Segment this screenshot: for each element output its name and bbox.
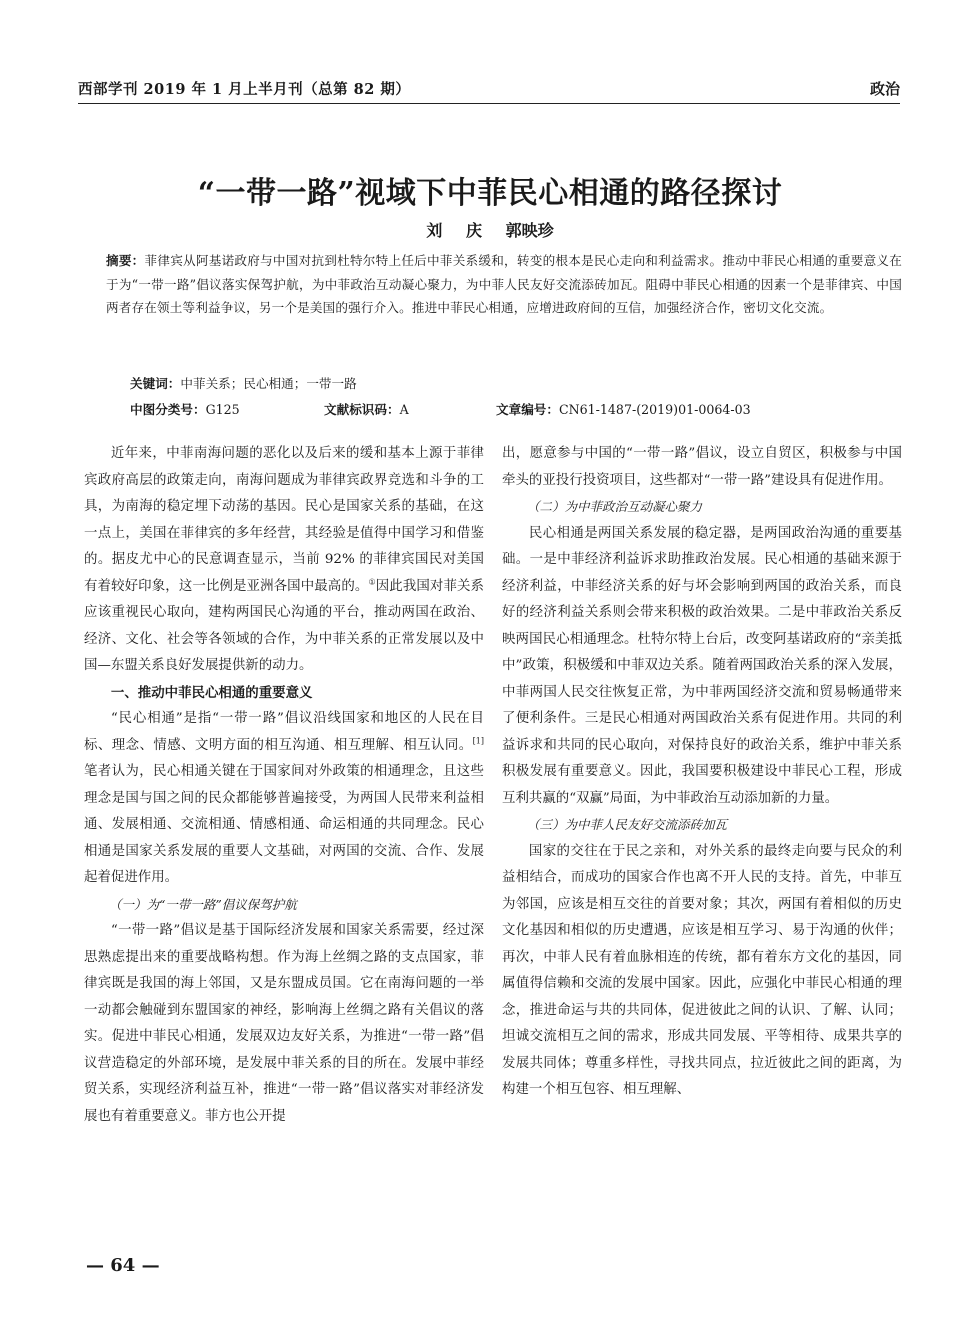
abstract-text: 菲律宾从阿基诺政府与中国对抗到杜特尔特上任后中菲关系缓和，转变的根本是民心走向和利益需求。推动中菲民心相通的重要意义在于为“一带一路”倡议落实保驾护航，为中菲政治互动凝心聚力，为中菲人民友好交流添砖加瓦。阻碍中菲民心相通的因素一个是菲律宾、中国两者存在领土等利益争议，另一个是美国的强行介入。推进中菲民心相通，应增进政府间的互信，加强经济合作，密切文化交流。 — [106, 253, 902, 316]
keywords-text: 中菲关系；民心相通；一带一路 — [180, 376, 357, 391]
article-authors: 刘 庆 郭映珍 — [426, 221, 554, 240]
clc-number — [130, 400, 240, 420]
paragraph: 民心相通是两国关系发展的稳定器，是两国政治沟通的重要基础。一是中菲经济利益诉求助推政治发展。民心相通的基础来源于经济利益，中菲经济关系的好与坏会影响到两国的政治关系，而良好的经济利益关系则会带来积极的政治效果。二是中菲政治关系反映两国民心相通理念。杜特尔特上台后，改变阿基诺政府的“亲美抵中”政策，积极缓和中菲双边关系。随着两国政治关系的深入发展，中菲两国人民交往恢复正常，为中菲两国经济交流和贸易畅通带来了便利条件。三是民心相通对两国政治关系有促进作用。共同的利益诉求和共同的民心取向，对保持良好的政治关系，维护中菲关系积极发展有重要意义。因此，我国要积极建设中菲民心工程，形成互利共赢的“双赢”局面，为中菲政治互动添加新的力量。 — [502, 525, 902, 806]
subsection-heading: （二）为中菲政治互动凝心聚力 — [527, 499, 703, 514]
paragraph: 国家的交往在于民之亲和，对外关系的最终走向要与民众的利益相结合，而成功的国家合作也离不开人民的支持。首先，中菲互为邻国，应该是相互交往的首要对象；其次，两国有着相似的历史文化基因和相似的历史遭遇，应该是相互学习、易于沟通的伙伴；再次，中菲人民有着血脉相连的传统，都有着东方文化的基因，同属值得信赖和交流的发展中国家。因此，应强化中菲民心相通的理念，推进命运与共的共同体，促进彼此之间的认识、了解、认同；坦诚交流相互之间的需求，形成共同发展、平等相待、成果共享的发展共同体；尊重多样性，寻找共同点，拉近彼此之间的距离，为构建一个相互包容、相互理解、 — [502, 843, 902, 1097]
running-header — [78, 78, 900, 100]
clc-value: G125 — [205, 402, 240, 417]
paragraph: 出，愿意参与中国的“一带一路”倡议，设立自贸区，积极参与中国牵头的亚投行投资项目，这些都对“一带一路”建设具有促进作用。 — [502, 446, 902, 488]
keywords-label: 关键词： — [130, 376, 181, 391]
paragraph-text: 笔者认为，民心相通关键在于国家间对外政策的相通理念，且这些理念是国与国之间的民众都能够普遍接受，为两国人民带来利益相通、发展相通、交流相通、情感相通、命运相通的共同理念。民心相通是国家关系发展的重要人文基础，对两国的交流、合作、发展起着促进作用。 — [84, 764, 484, 885]
paragraph-text: 因此我国对菲关系应该重视民心取向，建构两国民心沟通的平台，推动两国在政治、经济、文化、社会等各领域的合作，为中菲关系的正常发展以及中国—东盟关系良好发展提供新的动力。 — [84, 578, 484, 673]
section-name: 政治 — [869, 80, 900, 98]
article-number — [496, 400, 751, 420]
document-code-value: A — [399, 402, 409, 417]
paragraph-text: 近年来，中菲南海问题的恶化以及后来的缓和基本上源于菲律宾政府高层的政策走向，南海问题成为菲律宾政界竞选和斗争的工具，为南海的稳定埋下动荡的基因。民心是国家关系的基础，在这一点上，美国在菲律宾的多年经营，其经验是值得中国学习和借鉴的。据皮尤中心的民意调查显示，当前 92% 的菲律宾国民对美国有着较好印象，这一比例是亚洲各国中最高的。 — [84, 446, 484, 594]
abstract-label: 摘要： — [106, 253, 145, 268]
abstract — [106, 249, 902, 320]
subsection-heading: （三）为中菲人民友好交流添砖加瓦 — [527, 817, 728, 832]
header-rule — [78, 103, 900, 104]
page-number: — 64 — — [86, 1255, 160, 1276]
right-column — [502, 441, 902, 1104]
paragraph — [84, 441, 484, 680]
left-column — [84, 441, 484, 1130]
footnote-ref: ① — [368, 577, 376, 587]
keywords — [130, 374, 357, 394]
section-heading: 一、推动中菲民心相通的重要意义 — [110, 684, 313, 701]
article-number-label: 文章编号： — [496, 402, 559, 417]
document-code-label: 文献标识码： — [324, 402, 400, 417]
subsection-heading: （一）为“一带一路”倡议保驾护航 — [109, 896, 297, 912]
paragraph — [84, 706, 484, 892]
paragraph: “一带一路”倡议是基于国际经济发展和国家关系需要，经过深思熟虑提出来的重要战略构想。作为海上丝绸之路的支点国家，菲律宾既是我国的海上邻国，又是东盟成员国。它在南海问题的一举一动都会触碰到东盟国家的神经，影响海上丝绸之路有关倡议的落实。促进中菲民心相通，发展双边友好关系，为推进“一带一路”倡议营造稳定的外部环境，是发展中菲关系的目的所在。发展中菲经贸关系，实现经济利益互补，推进“一带一路”倡议落实对菲经济发展也有着重要意义。菲方也公开提 — [84, 923, 484, 1124]
citation-ref: [1] — [472, 736, 484, 746]
clc-label: 中图分类号： — [130, 402, 206, 417]
paragraph-text: “民心相通”是指“一带一路”倡议沿线国家和地区的人民在目标、理念、情感、文明方面的相互沟通、相互理解、相互认同。 — [84, 711, 484, 753]
article-number-value: CN61-1487-(2019)01-0064-03 — [558, 402, 751, 417]
article-title: “一带一路”视域下中菲民心相通的路径探讨 — [197, 176, 783, 211]
document-code — [324, 400, 409, 420]
journal-name: 西部学刊 2019 年 1 月上半月刊（总第 82 期） — [78, 81, 411, 98]
